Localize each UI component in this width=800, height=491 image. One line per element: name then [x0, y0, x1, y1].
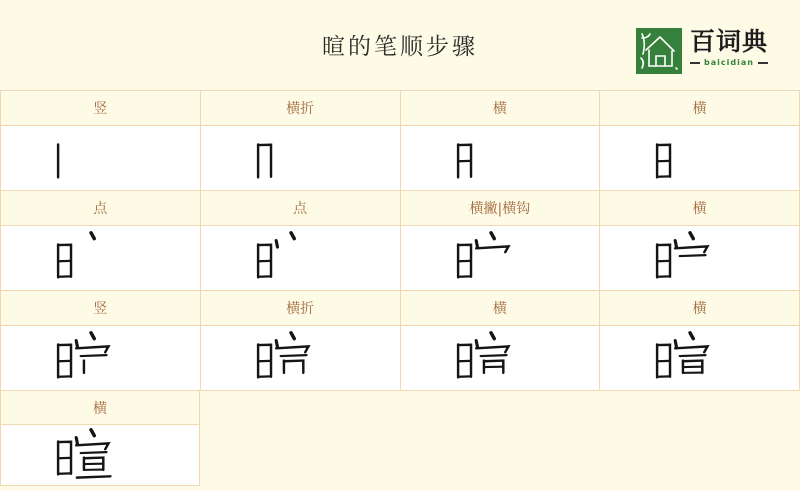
stroke-step-graphic [251, 227, 313, 289]
house-seal-icon [636, 28, 682, 74]
stroke-step-graphic [251, 327, 313, 389]
dash-left [690, 62, 700, 64]
stroke-step-graphic [451, 327, 513, 389]
page-title: 暄的笔顺步骤 [322, 34, 478, 60]
stroke-step-cell [201, 326, 400, 390]
stroke-step-graphic [451, 127, 513, 189]
stroke-step-graphic [251, 127, 313, 189]
stroke-step-cell [1, 425, 199, 485]
stroke-label-cell: 横 [1, 391, 199, 425]
stroke-label-cell: 点 [201, 191, 400, 225]
stroke-step-cell [201, 126, 400, 190]
stroke-step-cell [1, 226, 200, 290]
stroke-step-graphic [650, 127, 712, 189]
stroke-label-cell: 点 [1, 191, 200, 225]
baicidian-logo [636, 28, 768, 74]
stroke-step-cell [600, 226, 799, 290]
stroke-step-cell [600, 126, 799, 190]
stroke-label-cell: 横 [401, 91, 600, 125]
stroke-label-cell: 竖 [1, 291, 200, 325]
stroke-step-graphic [51, 424, 113, 486]
stroke-label-cell: 横撇|横钩 [401, 191, 600, 225]
stroke-step-graphic [650, 327, 712, 389]
dash-right [758, 62, 768, 64]
logo-name: 百词典 [689, 27, 768, 56]
stroke-label-cell: 横 [401, 291, 600, 325]
stroke-step-cell [401, 226, 600, 290]
stroke-step-graphic [650, 227, 712, 289]
stroke-step-cell [401, 126, 600, 190]
stroke-step-graphic [51, 127, 113, 189]
stroke-label-cell: 竖 [1, 91, 200, 125]
stroke-order-grid [0, 90, 800, 391]
stroke-step-graphic [51, 227, 113, 289]
stroke-step-cell [600, 326, 799, 390]
stroke-step-graphic [451, 227, 513, 289]
stroke-label-cell: 横 [600, 91, 799, 125]
stroke-step-cell [401, 326, 600, 390]
logo-subtitle-row [690, 58, 768, 67]
stroke-label-cell: 横折 [201, 91, 400, 125]
stroke-step-cell [1, 126, 200, 190]
header [0, 0, 800, 90]
stroke-step-cell [1, 326, 200, 390]
stroke-label-cell: 横 [600, 191, 799, 225]
stroke-label-cell: 横 [600, 291, 799, 325]
stroke-label-cell: 横折 [201, 291, 400, 325]
stroke-order-last-row [0, 391, 200, 486]
stroke-step-graphic [51, 327, 113, 389]
logo-subtitle: baicidian [704, 58, 754, 67]
stroke-step-cell [201, 226, 400, 290]
